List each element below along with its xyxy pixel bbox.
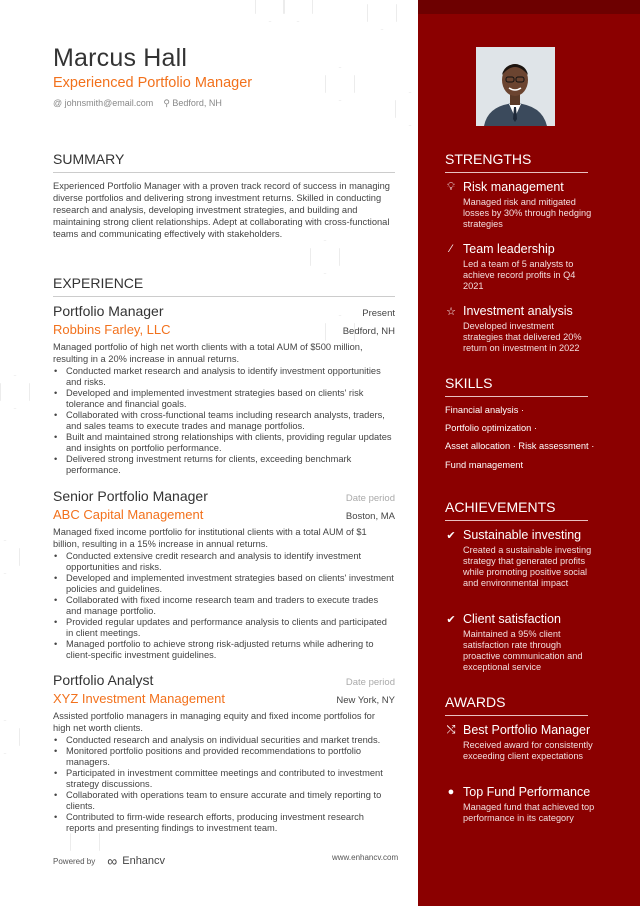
bullet: • Conducted research and analysis on individual securities and market trends.: [53, 735, 395, 746]
award-item: ⤭ Best Portfolio Manager Received award for consistently exceeding client expectations: [446, 723, 593, 761]
hexagon-decoration: [325, 67, 355, 101]
bullet: • Built and maintained strong relationships with clients, providing regular updates and insights on portfolio performance.: [53, 432, 395, 454]
enhancv-logo-icon: ∞: [107, 853, 118, 869]
job-company: ABC Capital Management: [53, 507, 204, 522]
candidate-title: Experienced Portfolio Manager: [53, 75, 253, 91]
achievement-item: ✔ Client satisfaction Maintained a 95% client satisfaction rate through proactive communication and exceptional service: [446, 612, 583, 672]
profile-photo: [476, 47, 555, 126]
bullet: • Developed and implemented investment strategies based on clients' risk tolerance and financial goals.: [53, 388, 395, 410]
job-entry: [53, 488, 395, 661]
strategy-icon: ⤭: [446, 723, 456, 736]
email[interactable]: @ johnsmith@email.com: [53, 98, 154, 108]
bullet: • Conducted extensive credit research and analysis to identify investment opportunities and risks.: [53, 551, 395, 573]
job-description: Managed portfolio of high net worth clients with a total AUM of $500 million, resulting in a 20% increase in annual returns.: [53, 342, 363, 364]
job-date: Date period: [345, 677, 395, 688]
brain-icon: ●: [447, 786, 455, 798]
experience-heading: EXPERIENCE: [53, 275, 395, 297]
at-icon: @: [53, 98, 65, 108]
job-title: Portfolio Manager: [53, 303, 164, 319]
hexagon-decoration: [255, 0, 285, 22]
lightbulb-icon: 💡︎: [447, 180, 455, 193]
sidebar-top-band: [418, 0, 640, 14]
job-date: Present: [362, 308, 395, 319]
job-title: Senior Portfolio Manager: [53, 488, 208, 504]
skill-tag: Portfolio optimization ·: [445, 423, 537, 433]
check-icon: ✔: [446, 613, 456, 626]
sidebar: [418, 0, 640, 906]
job-description: Managed fixed income portfolio for institutional clients with a total AUM of $1 billion, resulting in a 15% increase in annual returns.: [53, 527, 367, 549]
job-title: Portfolio Analyst: [53, 672, 154, 688]
strength-item: ⁄ Team leadership Led a team of 5 analysts to achieve record profits in Q4 2021: [445, 242, 595, 292]
bullet: • Collaborated with fixed income research team and traders to execute trades and manage portfolio.: [53, 595, 395, 617]
candidate-name: Marcus Hall: [53, 44, 188, 72]
award-item: ● Top Fund Performance Managed fund that achieved top performance in its category: [445, 785, 595, 824]
strengths-heading: STRENGTHS: [445, 151, 588, 173]
job-bullets: [53, 735, 395, 834]
summary-heading: SUMMARY: [53, 151, 395, 173]
powered-by-label: Powered by: [53, 856, 96, 866]
job-entry: [53, 672, 395, 834]
achievements-heading: ACHIEVEMENTS: [445, 499, 588, 521]
bullet: • Managed portfolio to achieve strong risk-adjusted returns while adhering to client-specific investment guidelines.: [53, 639, 395, 661]
footer-branding: [53, 853, 165, 869]
star-icon: ☆: [446, 305, 456, 318]
strength-item: ☆ Investment analysis Developed investment strategies that delivered 20% return on investment in 2022: [446, 304, 582, 353]
job-description: Assisted portfolio managers in managing equity and fixed income portfolios for high net worth clients.: [53, 711, 375, 733]
footer-url[interactable]: www.enhancv.com: [332, 853, 399, 862]
job-entry: [53, 303, 395, 476]
location: ⚲ Bedford, NH: [163, 98, 222, 108]
job-company: Robbins Farley, LLC: [53, 322, 171, 337]
hexagon-decoration: [367, 0, 397, 30]
bullet: • Delivered strong investment returns for clients, exceeding benchmark performance.: [53, 454, 395, 476]
summary-text: Experienced Portfolio Manager with a proven track record of success in managing diverse portfolios and delivering strong investment returns. Skilled in conducting research and analysis, developing investment strategies, and building and maintaining strong client relationships. Adept at collaborating with cross-functional teams and communicating effectively with stakeholders.: [53, 181, 390, 239]
job-location: New York, NY: [336, 695, 395, 706]
bullet: • Contributed to firm-wide research efforts, producing investment research reports and presenting findings to investment team.: [53, 812, 395, 834]
contact-info: [53, 98, 222, 109]
hexagon-decoration: [310, 240, 340, 274]
job-bullets: [53, 366, 395, 476]
bullet: • Provided regular updates and performance analysis to clients and participated in client meetings.: [53, 617, 395, 639]
bullet: • Conducted market research and analysis to identify investment opportunities and risks.: [53, 366, 395, 388]
awards-heading: AWARDS: [445, 694, 588, 716]
hexagon-decoration: [283, 0, 313, 22]
skill-tag: Fund management: [445, 460, 524, 470]
job-company: XYZ Investment Management: [53, 691, 225, 706]
location-pin-icon: ⚲: [163, 98, 173, 108]
job-location: Bedford, NH: [342, 326, 395, 337]
skill-tag: Asset allocation · Risk assessment ·: [445, 441, 595, 451]
hexagon-decoration: [0, 375, 30, 409]
job-location: Boston, MA: [345, 511, 395, 522]
hexagon-decoration: [0, 720, 20, 754]
enhancv-logo[interactable]: ∞ Enhancv: [107, 853, 166, 869]
bullet: • Collaborated with operations team to ensure accurate and timely reporting to clients.: [53, 790, 395, 812]
strength-item: 💡︎ Risk management Managed risk and mitigated losses by 30% through hedging strategies: [445, 180, 595, 230]
achievement-item: ✔ Sustainable investing Created a sustainable investing strategy that generated profits while promoting positive social and environmental impact: [446, 528, 592, 588]
magic-wand-icon: ⁄: [450, 243, 452, 255]
job-date: Date period: [345, 493, 395, 504]
bullet: • Participated in investment committee meetings and contributed to investment strategy discussions.: [53, 768, 395, 790]
skill-tag: Financial analysis ·: [445, 405, 525, 415]
bullet: • Monitored portfolio positions and provided recommendations to portfolio managers.: [53, 746, 395, 768]
bullet: • Developed and implemented investment strategies based on clients' investment policies and guidelines.: [53, 573, 395, 595]
job-bullets: [53, 551, 395, 661]
skills-heading: SKILLS: [445, 375, 588, 397]
bullet: • Collaborated with cross-functional teams including research analysts, traders, and sales teams to execute trades and manage portfolios.: [53, 410, 395, 432]
hexagon-decoration: [0, 540, 20, 574]
check-icon: ✔: [446, 529, 456, 542]
